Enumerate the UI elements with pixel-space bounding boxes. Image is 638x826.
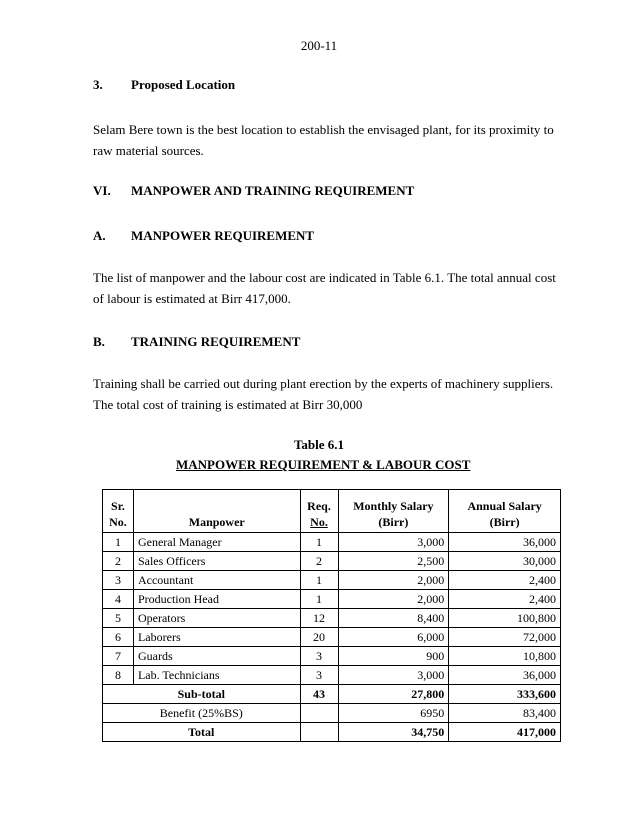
cell-monthly: 3,000	[338, 666, 449, 685]
paragraph-line: Selam Bere town is the best location to establish the envisaged plant, for its proximity to	[93, 122, 554, 137]
table-row	[103, 552, 561, 571]
table-row	[103, 647, 561, 666]
paragraph-line: The total cost of training is estimated at Birr 30,000	[93, 397, 363, 412]
table-header-row	[103, 490, 561, 533]
header-line: No.	[310, 515, 328, 529]
table-row	[103, 533, 561, 552]
header-line: (Birr)	[489, 515, 520, 529]
cell-manpower: Operators	[133, 609, 300, 628]
cell-sr: 3	[103, 571, 134, 590]
cell-monthly: 2,000	[338, 571, 449, 590]
benefit-monthly: 6950	[338, 704, 449, 723]
cell-sr: 7	[103, 647, 134, 666]
header-sr-no	[103, 490, 134, 533]
subtotal-monthly: 27,800	[338, 685, 449, 704]
table-caption: Table 6.1	[293, 437, 345, 452]
cell-monthly: 8,400	[338, 609, 449, 628]
cell-manpower: Guards	[133, 647, 300, 666]
section-number: A.	[93, 228, 106, 243]
subtotal-annual: 333,600	[449, 685, 561, 704]
paragraph-line: The list of manpower and the labour cost are indicated in Table 6.1. The total annual cost	[93, 270, 556, 285]
manpower-table	[102, 489, 561, 742]
total-annual: 417,000	[449, 723, 561, 742]
section-title: Proposed Location	[131, 77, 236, 92]
total-label: Total	[103, 723, 301, 742]
header-monthly-salary	[338, 490, 449, 533]
section-title: MANPOWER REQUIREMENT	[131, 228, 315, 243]
cell-sr: 6	[103, 628, 134, 647]
cell-annual: 36,000	[449, 533, 561, 552]
subtotal-req: 43	[300, 685, 338, 704]
header-line: Annual Salary	[467, 499, 542, 513]
table-row	[103, 666, 561, 685]
header-line: No.	[109, 515, 127, 529]
cell-monthly: 3,000	[338, 533, 449, 552]
cell-annual: 10,800	[449, 647, 561, 666]
cell-sr: 4	[103, 590, 134, 609]
paragraph-line: raw material sources.	[93, 143, 204, 158]
cell-annual: 30,000	[449, 552, 561, 571]
manpower-paragraph	[93, 267, 556, 309]
section-number: 3.	[93, 77, 103, 92]
location-paragraph	[93, 119, 553, 161]
cell-manpower: Sales Officers	[133, 552, 300, 571]
cell-manpower: Production Head	[133, 590, 300, 609]
section-number: B.	[93, 334, 105, 349]
cell-monthly: 2,500	[338, 552, 449, 571]
header-line: (Birr)	[378, 515, 409, 529]
cell-annual: 2,400	[449, 571, 561, 590]
section-title: MANPOWER AND TRAINING REQUIREMENT	[131, 183, 415, 198]
cell-req: 12	[300, 609, 338, 628]
paragraph-line: Training shall be carried out during plant erection by the experts of machinery suppliers.	[93, 376, 554, 391]
total-row	[103, 723, 561, 742]
benefit-label: Benefit (25%BS)	[103, 704, 301, 723]
cell-req: 3	[300, 666, 338, 685]
table-row	[103, 590, 561, 609]
cell-monthly: 2,000	[338, 590, 449, 609]
benefit-annual: 83,400	[449, 704, 561, 723]
cell-monthly: 900	[338, 647, 449, 666]
cell-sr: 8	[103, 666, 134, 685]
cell-req: 1	[300, 533, 338, 552]
cell-req: 2	[300, 552, 338, 571]
header-manpower: Manpower	[133, 490, 300, 533]
header-line: Monthly Salary	[353, 499, 434, 513]
cell-annual: 36,000	[449, 666, 561, 685]
header-line: Sr.	[111, 499, 125, 513]
cell-sr: 1	[103, 533, 134, 552]
cell-sr: 2	[103, 552, 134, 571]
cell-annual: 100,800	[449, 609, 561, 628]
cell-req: 1	[300, 571, 338, 590]
table-subtitle: MANPOWER REQUIREMENT & LABOUR COST	[176, 457, 471, 472]
cell-req: 3	[300, 647, 338, 666]
cell-manpower: General Manager	[133, 533, 300, 552]
total-monthly: 34,750	[338, 723, 449, 742]
cell-sr: 5	[103, 609, 134, 628]
header-annual-salary	[449, 490, 561, 533]
section-title: TRAINING REQUIREMENT	[131, 334, 301, 349]
page-number: 200-11	[300, 38, 338, 53]
table-row	[103, 571, 561, 590]
cell-annual: 2,400	[449, 590, 561, 609]
header-line: Req.	[307, 499, 331, 513]
benefit-row	[103, 704, 561, 723]
section-number: VI.	[93, 183, 111, 198]
cell-manpower: Accountant	[133, 571, 300, 590]
table-row	[103, 628, 561, 647]
subtotal-row	[103, 685, 561, 704]
cell-annual: 72,000	[449, 628, 561, 647]
header-req-no	[300, 490, 338, 533]
benefit-req	[300, 704, 338, 723]
training-paragraph	[93, 373, 553, 415]
cell-manpower: Laborers	[133, 628, 300, 647]
cell-req: 20	[300, 628, 338, 647]
subtotal-label: Sub-total	[103, 685, 301, 704]
cell-req: 1	[300, 590, 338, 609]
table-row	[103, 609, 561, 628]
total-req	[300, 723, 338, 742]
cell-manpower: Lab. Technicians	[133, 666, 300, 685]
cell-monthly: 6,000	[338, 628, 449, 647]
paragraph-line: of labour is estimated at Birr 417,000.	[93, 291, 291, 306]
